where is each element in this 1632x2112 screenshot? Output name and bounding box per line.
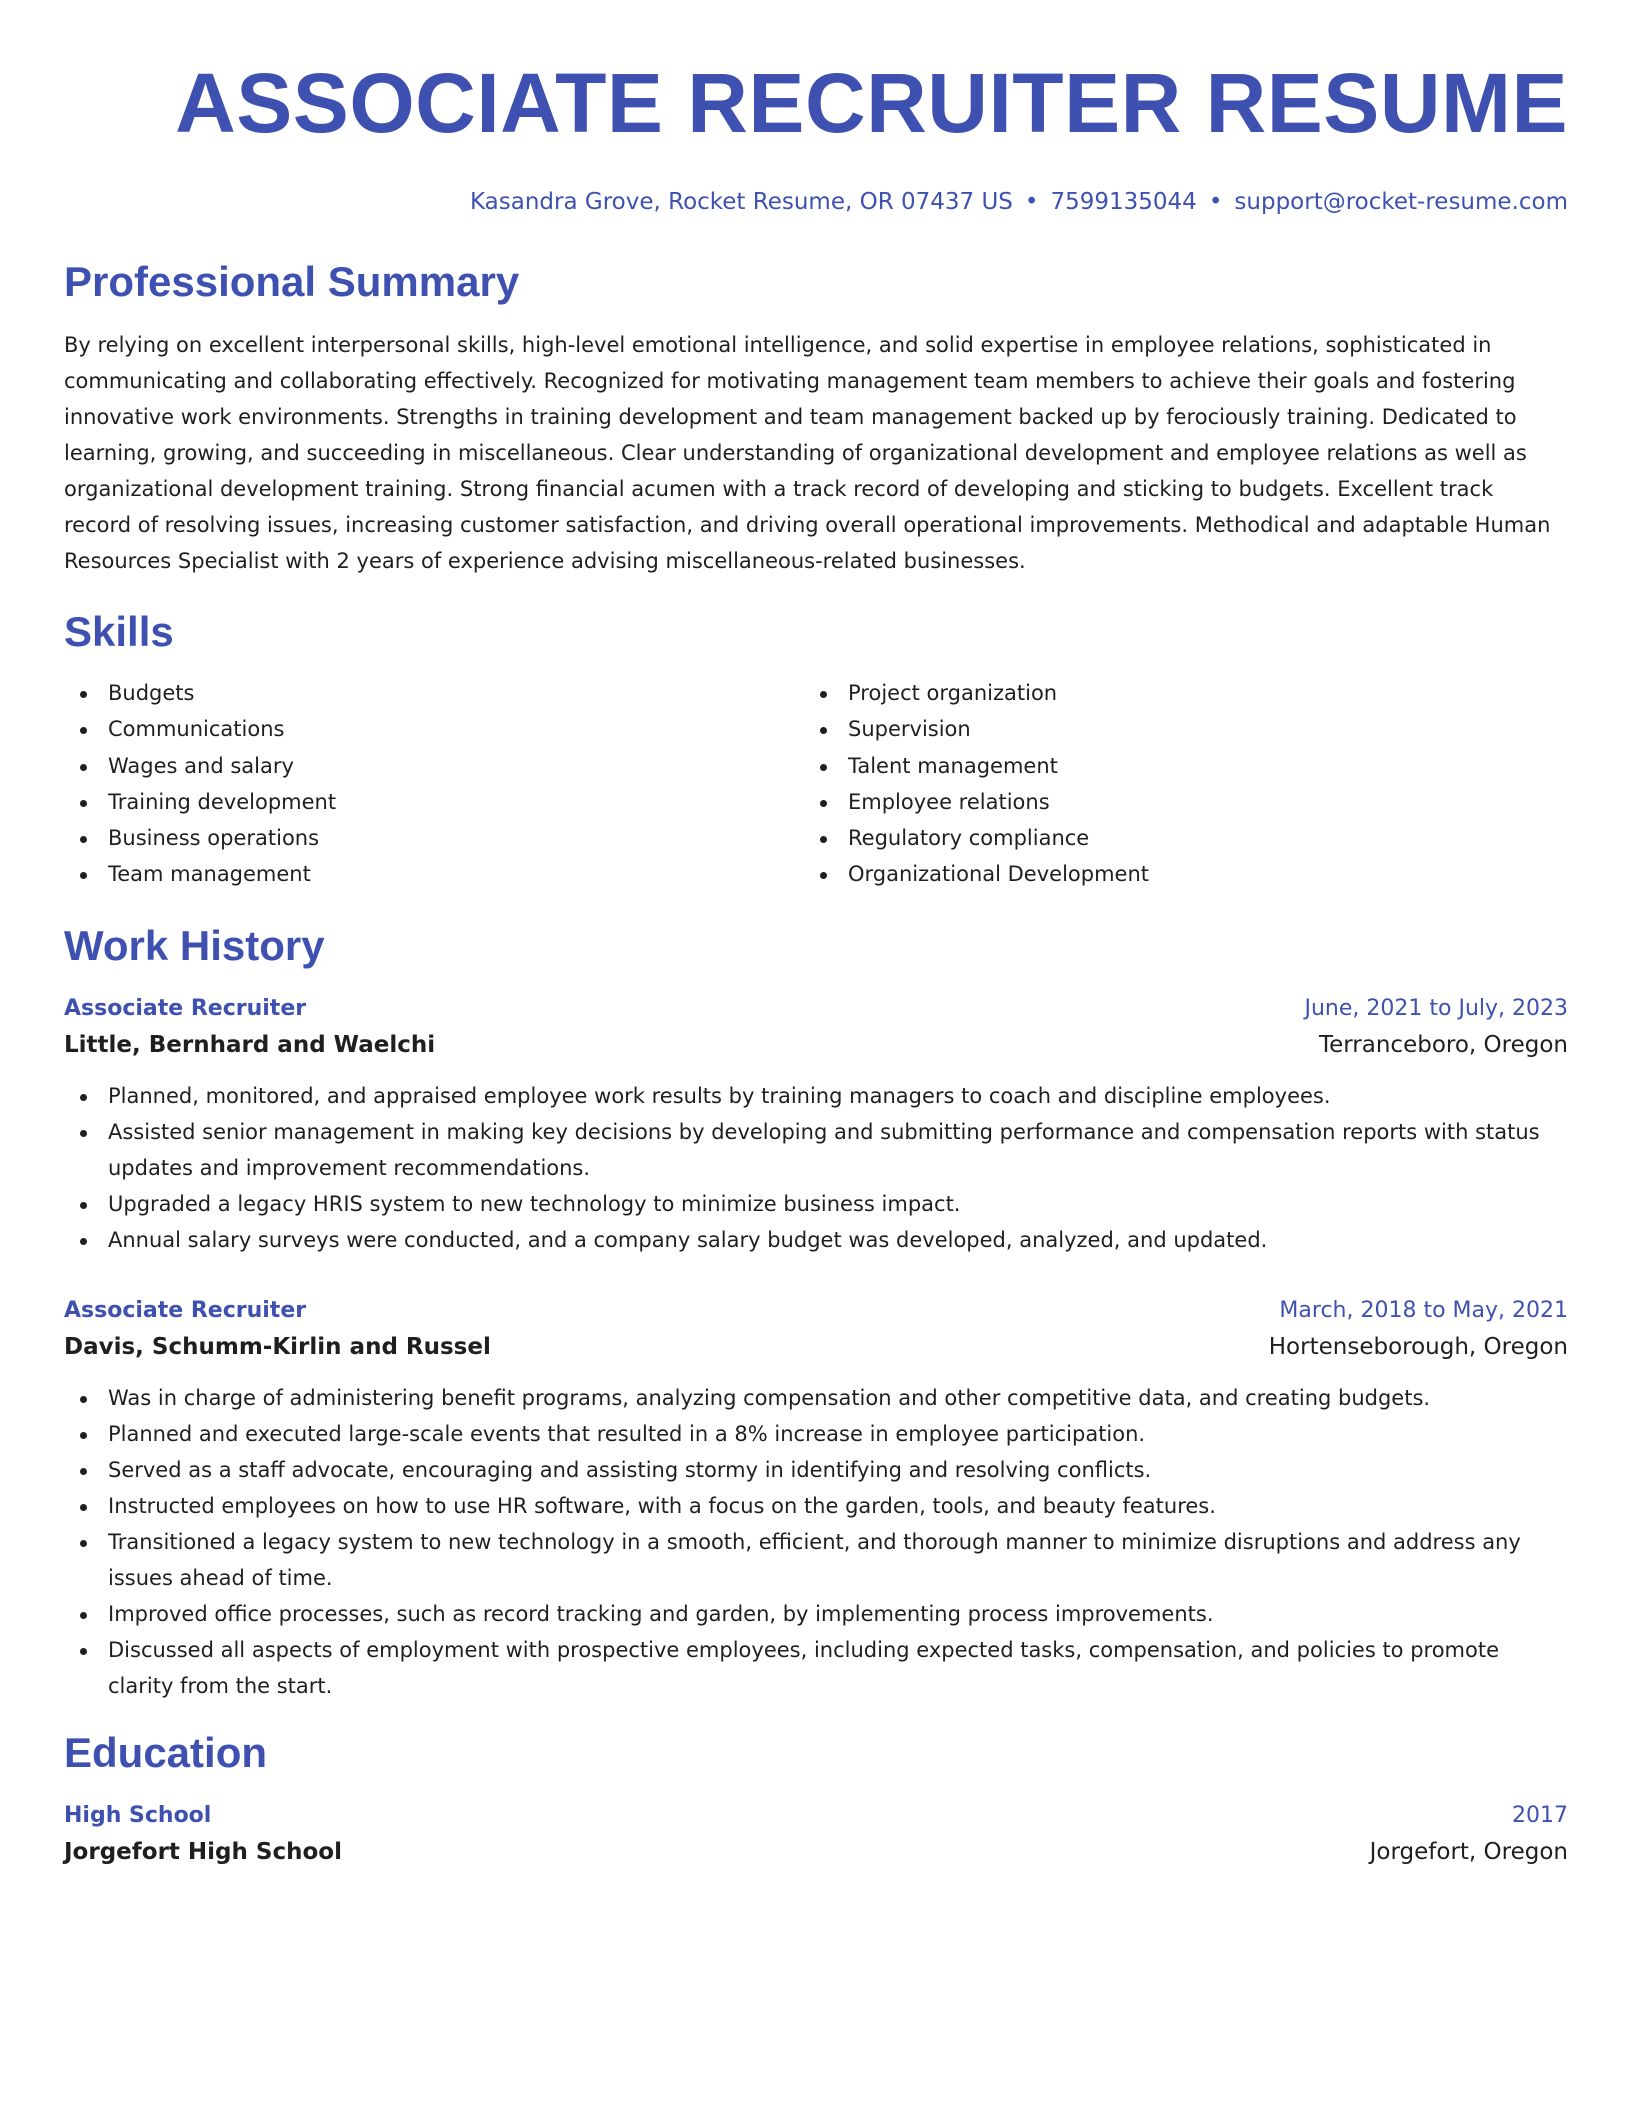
job-entry xyxy=(64,992,1568,1258)
skill-item: Training development xyxy=(64,784,804,820)
skill-item: Team management xyxy=(64,856,804,892)
contact-address: Kasandra Grove, Rocket Resume, OR 07437 US xyxy=(470,189,1013,215)
job-bullet: Instructed employees on how to use HR software, with a focus on the garden, tools, and beauty features. xyxy=(64,1488,1566,1524)
job-bullet: Planned and executed large-scale events that resulted in a 8% increase in employee participation. xyxy=(64,1416,1566,1452)
contact-email: support@rocket-resume.com xyxy=(1234,189,1568,215)
skill-item: Talent management xyxy=(804,748,1544,784)
skill-item: Business operations xyxy=(64,820,804,856)
skill-item: Organizational Development xyxy=(804,856,1544,892)
job-header xyxy=(64,992,1568,1026)
separator-bullet: • xyxy=(1024,189,1039,215)
skill-item: Project organization xyxy=(804,675,1544,711)
skill-item: Wages and salary xyxy=(64,748,804,784)
job-role: Associate Recruiter xyxy=(64,1297,307,1323)
skill-item: Communications xyxy=(64,711,804,747)
job-header xyxy=(64,1294,1568,1328)
job-bullet: Served as a staff advocate, encouraging and assisting stormy in identifying and resolving conflicts. xyxy=(64,1452,1566,1488)
education-degree: High School xyxy=(64,1803,212,1829)
summary-heading: Professional Summary xyxy=(64,257,520,305)
job-bullet: Assisted senior management in making key decisions by developing and submitting performance and compensation reports with status updates and improvement recommendations. xyxy=(64,1114,1566,1186)
job-bullet: Transitioned a legacy system to new technology in a smooth, efficient, and thorough manner to minimize disruptions and address any issues ahead of time. xyxy=(64,1524,1566,1596)
skills-list xyxy=(64,675,1568,893)
education-header xyxy=(64,1799,1568,1833)
skills-heading: Skills xyxy=(64,607,174,655)
skills-column-left xyxy=(64,675,804,893)
job-location: Hortenseborough, Oregon xyxy=(1268,1333,1568,1360)
skill-item: Budgets xyxy=(64,675,804,711)
contact-phone: 7599135044 xyxy=(1050,189,1197,215)
skill-item: Employee relations xyxy=(804,784,1544,820)
job-bullet: Annual salary surveys were conducted, and a company salary budget was developed, analyzed, and updated. xyxy=(64,1222,1566,1258)
job-dates: June, 2021 to July, 2023 xyxy=(1304,995,1568,1021)
job-dates: March, 2018 to May, 2021 xyxy=(1279,1297,1568,1323)
resume-title: ASSOCIATE RECRUITER RESUME xyxy=(175,56,1568,150)
job-bullet: Improved office processes, such as record tracking and garden, by implementing process improvements. xyxy=(64,1596,1566,1632)
job-bullet: Discussed all aspects of employment with prospective employees, including expected tasks, compensation, and policies to promote clarity from the start. xyxy=(64,1632,1566,1704)
education-entry xyxy=(64,1799,1568,1871)
job-subheader xyxy=(64,1026,1568,1064)
job-company: Little, Bernhard and Waelchi xyxy=(64,1031,436,1058)
education-heading: Education xyxy=(64,1728,268,1776)
education-location: Jorgefort, Oregon xyxy=(1369,1839,1568,1866)
job-bullet: Upgraded a legacy HRIS system to new technology to minimize business impact. xyxy=(64,1186,1566,1222)
job-bullets xyxy=(64,1078,1568,1258)
contact-line xyxy=(64,189,1568,217)
education-school: Jorgefort High School xyxy=(64,1839,342,1866)
work-history-heading: Work History xyxy=(64,921,325,969)
education-year: 2017 xyxy=(1512,1803,1568,1829)
separator-bullet: • xyxy=(1208,189,1223,215)
job-entry xyxy=(64,1294,1568,1704)
job-bullets xyxy=(64,1380,1568,1704)
skill-item: Supervision xyxy=(804,711,1544,747)
education-subheader xyxy=(64,1833,1568,1871)
job-company: Davis, Schumm-Kirlin and Russel xyxy=(64,1333,491,1360)
job-location: Terranceboro, Oregon xyxy=(1318,1031,1568,1058)
job-bullet: Was in charge of administering benefit programs, analyzing compensation and other competitive data, and creating budgets. xyxy=(64,1380,1566,1416)
job-role: Associate Recruiter xyxy=(64,995,307,1021)
skills-column-right xyxy=(804,675,1544,893)
job-bullet: Planned, monitored, and appraised employee work results by training managers to coach and discipline employees. xyxy=(64,1078,1566,1114)
summary-text: By relying on excellent interpersonal skills, high-level emotional intelligence, and solid expertise in employee relations, sophisticated in communicating and collaborating effectively. Recognized for motivating management team members to achieve their goals and fostering innovative work environments. Strengths in training development and team management backed up by ferociously training. Dedicated to learning, growing, and succeeding in miscellaneous. Clear understanding of organizational development and employee relations as well as organizational development training. Strong financial acumen with a track record of developing and sticking to budgets. Excellent track record of resolving issues, increasing customer satisfaction, and driving overall operational improvements. Methodical and adaptable Human Resources Specialist with 2 years of experience advising miscellaneous-related businesses. xyxy=(64,332,1551,573)
skill-item: Regulatory compliance xyxy=(804,820,1544,856)
job-subheader xyxy=(64,1328,1568,1366)
